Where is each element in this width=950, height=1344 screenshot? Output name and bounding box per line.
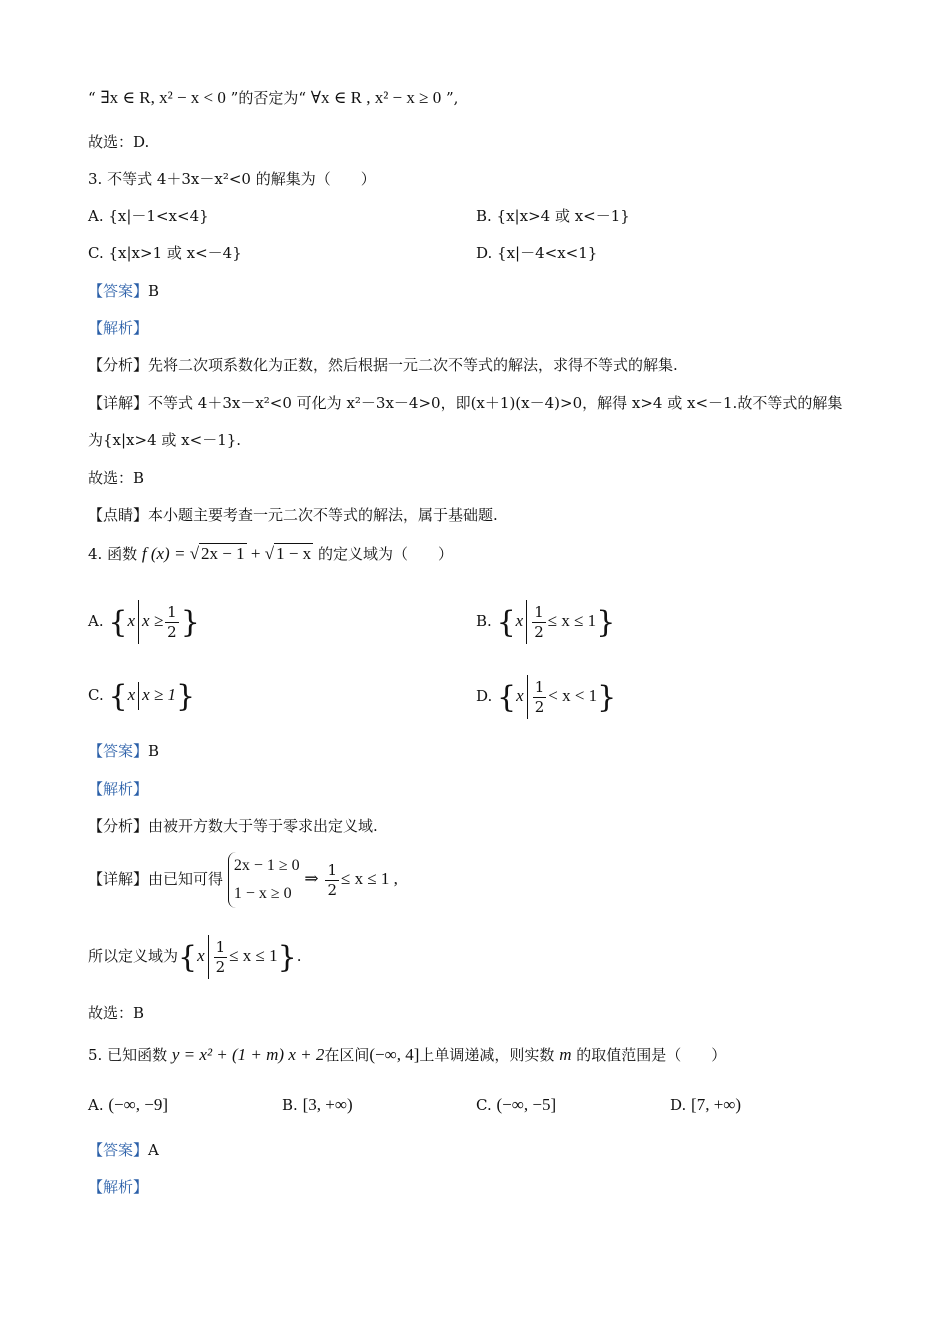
- brace-close: }: [180, 605, 200, 640]
- sqrt-term-2: 1 − x: [276, 544, 312, 563]
- set-var: x: [127, 685, 136, 704]
- q4-jiexi-tag: 【解析】: [88, 780, 149, 798]
- q3-stem: 3. 不等式 4＋3x－x²<0 的解集为（ ）: [88, 170, 376, 188]
- math-forall: ∀x ∈ R , x² − x ≥ 0: [310, 88, 442, 107]
- q3-analysis: [88, 355, 678, 375]
- domain-text: 所以定义域为: [88, 947, 179, 965]
- set-var: x: [515, 611, 524, 630]
- brace-open: {: [108, 605, 128, 640]
- q5-stem-start: 5. 已知函数: [88, 1046, 168, 1064]
- brace-open: {: [178, 940, 198, 975]
- denominator: 2: [167, 622, 177, 641]
- denominator: 2: [327, 880, 337, 899]
- numerator: 1: [327, 860, 337, 879]
- q5-param: m: [559, 1045, 572, 1064]
- q5-jiexi-tag: 【解析】: [88, 1178, 149, 1196]
- set-bar: [138, 682, 139, 710]
- option-value: [7, +∞): [691, 1095, 742, 1114]
- q3-option-c: C. {x|x>1 或 x<－4}: [88, 244, 242, 262]
- q4-choice: 故选：B: [88, 1004, 145, 1022]
- option-value: (−∞, −9]: [108, 1095, 169, 1114]
- analysis-text: 由被开方数大于等于零求出定义域.: [148, 817, 378, 835]
- q5-option-d: [670, 1095, 741, 1115]
- q5-stem-mid: 在区间: [324, 1046, 370, 1064]
- q5-interval: (−∞, 4]: [369, 1045, 420, 1064]
- analysis-text: 先将二次项系数化为正数，然后根据一元二次不等式的解法，求得不等式的解集.: [148, 356, 678, 374]
- q5-option-b: [282, 1095, 353, 1115]
- q3-option-a: A. {x|－1<x<4}: [88, 207, 209, 225]
- sqrt-term-1: 2x − 1: [201, 544, 245, 563]
- brace-open: {: [497, 680, 517, 715]
- inequality-system: [228, 852, 300, 908]
- q4-option-b: [476, 600, 615, 644]
- half-fraction: [165, 603, 179, 642]
- q3-detail: [88, 393, 842, 413]
- q3-detail-cont: 为{x|x>4 或 x<－1}.: [88, 431, 242, 449]
- q4-stem: [88, 544, 453, 564]
- half-fraction: [325, 861, 339, 900]
- q4-detail: [88, 850, 398, 908]
- answer-value: B: [148, 282, 160, 300]
- option-label: D.: [670, 1096, 687, 1114]
- half-fraction: [214, 938, 228, 977]
- option-label: C.: [476, 1096, 492, 1114]
- half-fraction: [532, 603, 546, 642]
- negation-line: [88, 88, 458, 108]
- answer-value: B: [148, 742, 160, 760]
- answer-tag: 【答案】: [88, 1141, 149, 1159]
- option-label: B.: [476, 612, 492, 630]
- numerator: 1: [167, 602, 177, 621]
- detail-text: 不等式 4＋3x－x²<0 可化为 x²－3x－4>0，即(x＋1)(x－4)>0，解得 x>4 或 x<－1.故不等式的解集: [148, 394, 843, 412]
- q3-jiexi-tag: 【解析】: [88, 319, 149, 337]
- comment-text: 本小题主要考查一元二次不等式的解法，属于基础题.: [148, 506, 498, 524]
- answer-value: A: [148, 1141, 159, 1159]
- detail-text: 由已知可得: [148, 870, 224, 888]
- q5-stem: [88, 1045, 726, 1065]
- q5-option-a: [88, 1095, 168, 1115]
- q3-comment: [88, 505, 498, 525]
- q3-choice: 故选：B: [88, 469, 145, 487]
- set-var: x: [197, 946, 205, 965]
- q4-func: f (x) = √ 2x − 1 + √ 1 − x: [141, 544, 312, 563]
- cond: x ≥ 1: [142, 685, 177, 704]
- system-line-2: 1 − x ≥ 0: [233, 885, 292, 902]
- plus: +: [246, 544, 265, 563]
- q4-option-a: [88, 600, 200, 644]
- numerator: 1: [215, 937, 226, 956]
- set-var: x: [516, 686, 524, 705]
- math-exists: ∃x ∈ R, x² − x < 0: [100, 88, 226, 107]
- numerator: 1: [534, 602, 544, 621]
- answer-tag: 【答案】: [88, 282, 149, 300]
- cond: ≤ x ≤ 1: [229, 946, 278, 965]
- negation-text: ”的否定为“: [230, 89, 306, 107]
- brace-close: }: [597, 680, 617, 715]
- cond: ≤ x ≤ 1: [547, 611, 597, 630]
- result: ≤ x ≤ 1 ,: [340, 869, 398, 888]
- q4-analysis: [88, 816, 378, 836]
- q5-option-c: [476, 1095, 556, 1115]
- brace-close: }: [277, 940, 297, 975]
- half-fraction: [533, 678, 547, 717]
- option-label: A.: [88, 1096, 104, 1114]
- q5-stem-end: 的取值范围是（ ）: [576, 1046, 727, 1064]
- set-var: x: [127, 611, 136, 630]
- detail-tag: 【详解】: [88, 394, 149, 412]
- func-name: f (x) =: [141, 544, 190, 563]
- set-bar: [138, 600, 139, 644]
- option-value: (−∞, −5]: [496, 1095, 557, 1114]
- comment-tag: 【点睛】: [88, 506, 149, 524]
- brace-open: {: [496, 605, 516, 640]
- q5-stem-mid2: 上单调递减，则实数: [419, 1046, 555, 1064]
- q3-option-d: D. {x|－4<x<1}: [476, 244, 598, 262]
- analysis-tag: 【分析】: [88, 817, 149, 835]
- set-bar: [526, 600, 527, 644]
- q5-answer: [88, 1140, 159, 1160]
- cond: < x < 1: [548, 686, 598, 705]
- system-line-1: 2x − 1 ≥ 0: [233, 857, 300, 874]
- cond: x ≥: [142, 611, 164, 630]
- q3-option-b: B. {x|x>4 或 x<－1}: [476, 207, 630, 225]
- option-label: B.: [282, 1096, 298, 1114]
- quote-open: “: [88, 89, 96, 107]
- q4-domain: [88, 934, 302, 980]
- answer-tag: 【答案】: [88, 742, 149, 760]
- denominator: 2: [534, 622, 544, 641]
- set-bar: [527, 675, 528, 719]
- period: .: [296, 947, 302, 965]
- option-label: C.: [88, 686, 104, 704]
- q4-option-c: [88, 675, 195, 717]
- option-label: D.: [476, 687, 493, 705]
- q4-stem-end: 的定义域为（ ）: [317, 545, 453, 563]
- option-label: A.: [88, 612, 104, 630]
- answer-choice-q2: 故选：D.: [88, 133, 150, 151]
- q3-answer: [88, 281, 159, 301]
- quote-close: ”,: [446, 89, 459, 107]
- numerator: 1: [534, 677, 545, 696]
- denominator: 2: [215, 957, 226, 976]
- option-value: [3, +∞): [302, 1095, 353, 1114]
- brace-open: {: [108, 679, 128, 714]
- brace-close: }: [596, 605, 616, 640]
- set-bar: [208, 935, 209, 979]
- q4-option-d: [476, 675, 616, 719]
- denominator: 2: [534, 697, 545, 716]
- q4-stem-start: 4. 函数: [88, 545, 138, 563]
- implies-arrow: ⇒: [304, 869, 319, 888]
- q4-answer: [88, 741, 159, 761]
- analysis-tag: 【分析】: [88, 356, 149, 374]
- brace-close: }: [176, 679, 196, 714]
- detail-tag: 【详解】: [88, 870, 149, 888]
- q5-func: y = x² + (1 + m) x + 2: [171, 1045, 325, 1064]
